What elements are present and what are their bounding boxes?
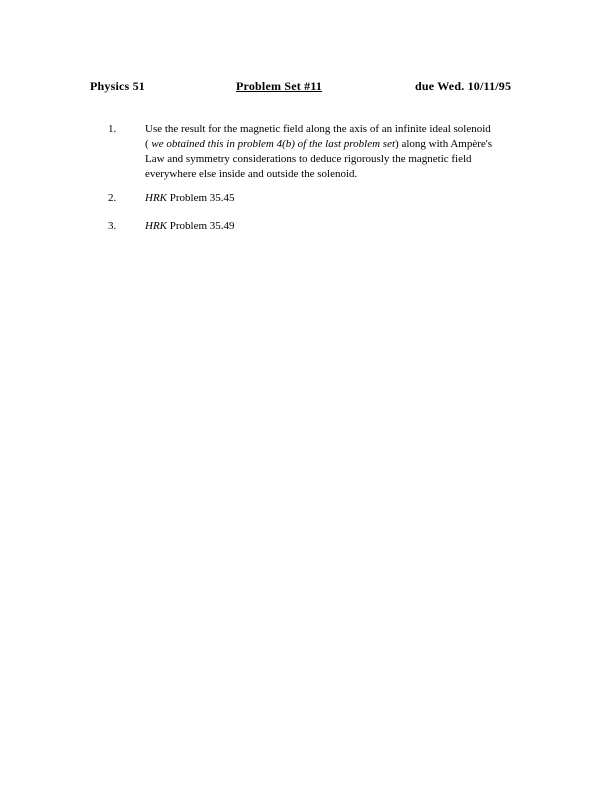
problem-note: we obtained this in problem 4(b) of the last problem set bbox=[151, 138, 396, 150]
problem-set-title: Problem Set #11 bbox=[236, 79, 323, 93]
textbook-source: HRK bbox=[145, 192, 167, 204]
problem-text bbox=[145, 219, 535, 234]
problem-line: Law and symmetry considerations to deduce rigorously the magnetic field bbox=[145, 153, 472, 165]
close-paren-text: ) along with Ampère's bbox=[395, 138, 493, 150]
problem-reference: Problem 35.45 bbox=[169, 192, 235, 204]
problem-reference: Problem 35.49 bbox=[169, 220, 235, 232]
due-date: due Wed. 10/11/95 bbox=[415, 79, 512, 93]
problem-number: 3. bbox=[108, 220, 117, 232]
problem-line bbox=[145, 219, 535, 234]
problem-text bbox=[145, 122, 535, 182]
problem-text bbox=[145, 191, 535, 206]
open-paren: ( bbox=[145, 138, 149, 150]
problem-line: everywhere else inside and outside the solenoid. bbox=[145, 168, 358, 180]
problem-number: 1. bbox=[108, 123, 117, 135]
textbook-source: HRK bbox=[145, 220, 167, 232]
course-title: Physics 51 bbox=[90, 79, 146, 93]
header bbox=[0, 79, 612, 95]
problem-line bbox=[145, 137, 535, 152]
problem-number: 2. bbox=[108, 192, 117, 204]
problem-line: Use the result for the magnetic field along the axis of an infinite ideal solenoid bbox=[145, 123, 491, 135]
problem-line bbox=[145, 191, 535, 206]
